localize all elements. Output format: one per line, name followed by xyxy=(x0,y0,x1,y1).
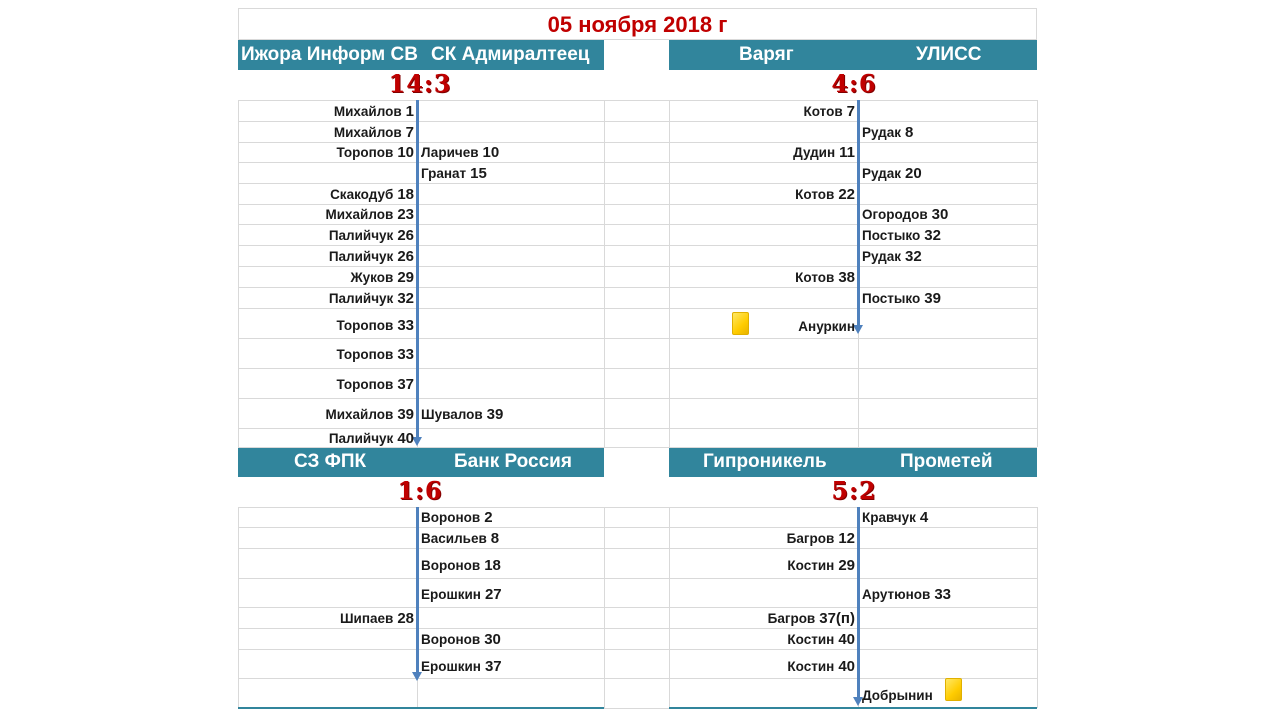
match-4-team2: Прометей xyxy=(900,451,993,472)
row-gridline xyxy=(604,708,669,709)
timeline-arrow-match-2 xyxy=(857,100,860,326)
row-gridline xyxy=(238,398,604,399)
match-1-team1: Ижора Информ СВ xyxy=(241,44,418,65)
player-name: Костин xyxy=(787,659,835,674)
row-gridline xyxy=(669,428,1037,429)
row-gridline xyxy=(669,183,1037,184)
goal-event xyxy=(421,509,493,526)
row-gridline xyxy=(604,121,669,122)
goal-event xyxy=(329,430,414,447)
player-name: Котов xyxy=(795,187,835,202)
goal-event xyxy=(862,586,951,603)
goal-event xyxy=(421,557,501,574)
goal-minute: 23 xyxy=(397,206,414,223)
player-name: Васильев xyxy=(421,531,487,546)
column-gridline xyxy=(604,100,605,447)
row-gridline xyxy=(604,204,669,205)
row-gridline xyxy=(669,649,1037,650)
timeline-arrow-match-1 xyxy=(416,100,419,438)
goal-event xyxy=(862,509,928,526)
match-1-header xyxy=(238,40,604,70)
row-gridline xyxy=(604,338,669,339)
match-2-score: 4:6 xyxy=(831,69,877,98)
goal-event xyxy=(336,346,414,363)
player-name: Палийчук xyxy=(328,249,394,264)
goal-minute: 39 xyxy=(397,406,414,423)
goal-minute: 1 xyxy=(405,103,414,120)
row-gridline xyxy=(238,204,604,205)
row-gridline xyxy=(669,548,1037,549)
row-gridline xyxy=(669,447,1037,448)
goal-minute: 27 xyxy=(484,586,502,603)
goal-event xyxy=(862,248,922,265)
goal-minute: 40 xyxy=(397,430,414,447)
goal-event xyxy=(336,376,414,393)
goal-minute: 7 xyxy=(846,103,855,120)
player-name: Огородов xyxy=(862,207,928,222)
column-gridline xyxy=(604,507,605,708)
row-gridline xyxy=(604,100,669,101)
player-name: Воронов xyxy=(421,632,481,647)
goal-event xyxy=(421,144,499,161)
row-gridline xyxy=(669,245,1037,246)
goal-event xyxy=(862,206,948,223)
goal-minute: 8 xyxy=(490,530,500,547)
row-gridline xyxy=(604,628,669,629)
player-name: Палийчук xyxy=(328,291,394,306)
row-gridline xyxy=(238,338,604,339)
row-gridline xyxy=(238,649,604,650)
match-2-team1: Варяг xyxy=(739,44,794,65)
player-name: Михайлов xyxy=(325,407,394,422)
goal-minute: 18 xyxy=(397,186,414,203)
goal-event xyxy=(787,631,855,648)
yellow-card-icon xyxy=(732,312,749,335)
player-name: Скакодуб xyxy=(330,187,394,202)
goal-minute: 26 xyxy=(397,227,414,244)
match-2-team2: УЛИСС xyxy=(916,44,982,65)
row-gridline xyxy=(238,507,604,508)
row-gridline xyxy=(669,628,1037,629)
player-name: Палийчук xyxy=(328,431,394,446)
row-gridline xyxy=(238,121,604,122)
player-name: Воронов xyxy=(421,558,481,573)
yellow-card-icon xyxy=(945,678,962,701)
row-gridline xyxy=(238,245,604,246)
row-gridline xyxy=(238,428,604,429)
player-name: Арутюнов xyxy=(862,587,931,602)
section-bottom-line xyxy=(669,707,1037,709)
goal-minute: 29 xyxy=(838,557,855,574)
row-gridline xyxy=(669,308,1037,309)
match-4-team1: Гипроникель xyxy=(703,451,827,472)
player-name: Рудак xyxy=(862,166,902,181)
match-3-header xyxy=(238,447,604,477)
row-gridline xyxy=(238,100,604,101)
row-gridline xyxy=(238,628,604,629)
player-name: Торопов xyxy=(336,377,394,392)
row-gridline xyxy=(238,287,604,288)
row-gridline xyxy=(604,578,669,579)
goal-minute: 33 xyxy=(934,586,952,603)
row-gridline xyxy=(669,142,1037,143)
match-1-score: 14:3 xyxy=(388,69,452,98)
goal-minute: 30 xyxy=(484,631,501,648)
goal-minute: 8 xyxy=(905,124,914,141)
row-gridline xyxy=(238,527,604,528)
goal-minute: 15 xyxy=(470,165,487,182)
row-gridline xyxy=(238,162,604,163)
row-gridline xyxy=(238,266,604,267)
row-gridline xyxy=(604,287,669,288)
match-3-score: 1:6 xyxy=(397,476,443,505)
player-name: Торопов xyxy=(336,318,394,333)
goal-event xyxy=(787,530,855,547)
row-gridline xyxy=(238,224,604,225)
player-name: Постыко xyxy=(862,291,921,306)
goal-event xyxy=(804,103,855,120)
goal-minute: 33 xyxy=(397,346,414,363)
goal-event xyxy=(336,144,414,161)
player-name: Торопов xyxy=(336,145,394,160)
goal-event xyxy=(326,406,415,423)
player-name: Котов xyxy=(795,270,835,285)
row-gridline xyxy=(669,266,1037,267)
player-name: Шувалов xyxy=(421,407,483,422)
row-gridline xyxy=(669,398,1037,399)
goal-event xyxy=(787,557,855,574)
player-name: Постыко xyxy=(862,228,921,243)
goal-minute: 39 xyxy=(486,406,504,423)
goal-minute: 37 xyxy=(397,376,414,393)
goal-minute: 40 xyxy=(838,658,855,675)
row-gridline xyxy=(604,308,669,309)
goal-event xyxy=(330,186,414,203)
goal-event xyxy=(798,318,855,335)
goal-event xyxy=(793,144,855,161)
goal-event xyxy=(768,610,855,627)
goal-minute: 37(п) xyxy=(819,610,855,627)
player-name: Костин xyxy=(787,632,835,647)
player-name: Михайлов xyxy=(333,104,402,119)
player-name: Михайлов xyxy=(333,125,402,140)
match-4-score: 5:2 xyxy=(831,476,877,505)
goal-event xyxy=(329,290,414,307)
player-name: Шипаев xyxy=(339,611,394,626)
goal-minute: 28 xyxy=(397,610,414,627)
row-gridline xyxy=(669,507,1037,508)
section-bottom-line xyxy=(238,707,604,709)
goal-minute: 12 xyxy=(838,530,855,547)
timeline-arrow-match-4 xyxy=(857,507,860,698)
row-gridline xyxy=(238,548,604,549)
goal-minute: 33 xyxy=(397,317,414,334)
row-gridline xyxy=(238,447,604,448)
goal-minute: 32 xyxy=(924,227,941,244)
player-name: Гранат xyxy=(421,166,467,181)
row-gridline xyxy=(669,204,1037,205)
goal-minute: 10 xyxy=(482,144,500,161)
goal-event xyxy=(340,610,414,627)
player-name: Рудак xyxy=(862,125,902,140)
goal-event xyxy=(336,317,414,334)
match-3-team1: СЗ ФПК xyxy=(294,451,367,472)
row-gridline xyxy=(669,578,1037,579)
row-gridline xyxy=(669,121,1037,122)
goal-minute: 7 xyxy=(405,124,414,141)
player-name: Торопов xyxy=(336,347,394,362)
player-name: Добрынин xyxy=(862,688,933,703)
goal-minute: 18 xyxy=(484,557,501,574)
goal-event xyxy=(421,530,499,547)
goal-minute: 22 xyxy=(838,186,855,203)
player-name: Ерошкин xyxy=(421,587,481,602)
player-name: Кравчук xyxy=(862,510,916,525)
goal-event xyxy=(862,124,913,141)
goal-event xyxy=(329,227,414,244)
row-gridline xyxy=(604,183,669,184)
row-gridline xyxy=(669,224,1037,225)
row-gridline xyxy=(604,142,669,143)
player-name: Ерошкин xyxy=(421,659,481,674)
row-gridline xyxy=(669,607,1037,608)
goal-event xyxy=(334,124,414,141)
row-gridline xyxy=(604,224,669,225)
goal-minute: 26 xyxy=(397,248,414,265)
goal-event xyxy=(862,227,941,244)
row-gridline xyxy=(669,338,1037,339)
row-gridline xyxy=(604,447,669,448)
goal-event xyxy=(787,658,855,675)
goal-event xyxy=(329,248,414,265)
row-gridline xyxy=(238,368,604,369)
goal-minute: 2 xyxy=(484,509,493,526)
goal-event xyxy=(421,586,502,603)
row-gridline xyxy=(604,162,669,163)
goal-event xyxy=(421,165,487,182)
column-gridline xyxy=(238,507,239,708)
goal-event xyxy=(795,186,855,203)
player-name: Жуков xyxy=(350,270,394,285)
timeline-arrow-match-3 xyxy=(416,507,419,673)
match-2-header xyxy=(669,40,1037,70)
row-gridline xyxy=(604,548,669,549)
row-gridline xyxy=(238,142,604,143)
column-gridline xyxy=(669,507,670,708)
row-gridline xyxy=(238,308,604,309)
goal-event xyxy=(862,687,933,704)
row-gridline xyxy=(604,398,669,399)
player-name: Котов xyxy=(803,104,843,119)
row-gridline xyxy=(604,607,669,608)
goal-minute: 38 xyxy=(838,269,855,286)
player-name: Воронов xyxy=(421,510,481,525)
row-gridline xyxy=(604,368,669,369)
column-gridline xyxy=(1037,507,1038,708)
row-gridline xyxy=(238,607,604,608)
column-gridline xyxy=(238,100,239,447)
goal-minute: 29 xyxy=(397,269,414,286)
player-name: Рудак xyxy=(862,249,902,264)
row-gridline xyxy=(604,428,669,429)
goal-event xyxy=(421,631,501,648)
goal-minute: 40 xyxy=(838,631,855,648)
row-gridline xyxy=(669,678,1037,679)
goal-minute: 20 xyxy=(905,165,922,182)
player-name: Дудин xyxy=(793,145,836,160)
goal-event xyxy=(795,269,855,286)
goal-minute: 11 xyxy=(839,144,855,161)
row-gridline xyxy=(604,266,669,267)
column-gridline xyxy=(669,100,670,447)
goal-event xyxy=(326,206,415,223)
page-title: 05 ноября 2018 г xyxy=(238,8,1037,40)
goal-event xyxy=(350,269,414,286)
row-gridline xyxy=(669,287,1037,288)
goal-event xyxy=(421,658,502,675)
player-name: Багров xyxy=(786,531,835,546)
player-name: Ануркин xyxy=(798,319,855,334)
player-name: Багров xyxy=(767,611,816,626)
row-gridline xyxy=(669,162,1037,163)
player-name: Ларичев xyxy=(421,145,479,160)
goal-event xyxy=(421,406,503,423)
match-1-team2: СК Адмиралтеец xyxy=(431,44,590,65)
match-4-header xyxy=(669,447,1037,477)
goal-event xyxy=(334,103,414,120)
row-gridline xyxy=(669,368,1037,369)
player-name: Палийчук xyxy=(328,228,394,243)
goal-minute: 10 xyxy=(397,144,414,161)
goal-event xyxy=(862,165,922,182)
row-gridline xyxy=(604,678,669,679)
goal-minute: 39 xyxy=(924,290,941,307)
goal-minute: 32 xyxy=(397,290,414,307)
match-3-team2: Банк Россия xyxy=(454,451,572,472)
row-gridline xyxy=(604,245,669,246)
goal-minute: 30 xyxy=(931,206,949,223)
row-gridline xyxy=(669,527,1037,528)
row-gridline xyxy=(238,578,604,579)
goal-minute: 37 xyxy=(484,658,502,675)
player-name: Костин xyxy=(787,558,835,573)
row-gridline xyxy=(604,527,669,528)
player-name: Михайлов xyxy=(325,207,394,222)
row-gridline xyxy=(238,183,604,184)
row-gridline xyxy=(604,649,669,650)
row-gridline xyxy=(604,507,669,508)
column-gridline xyxy=(1037,100,1038,447)
row-gridline xyxy=(669,100,1037,101)
goal-event xyxy=(862,290,941,307)
goal-minute: 4 xyxy=(919,509,929,526)
goal-minute: 32 xyxy=(905,248,922,265)
